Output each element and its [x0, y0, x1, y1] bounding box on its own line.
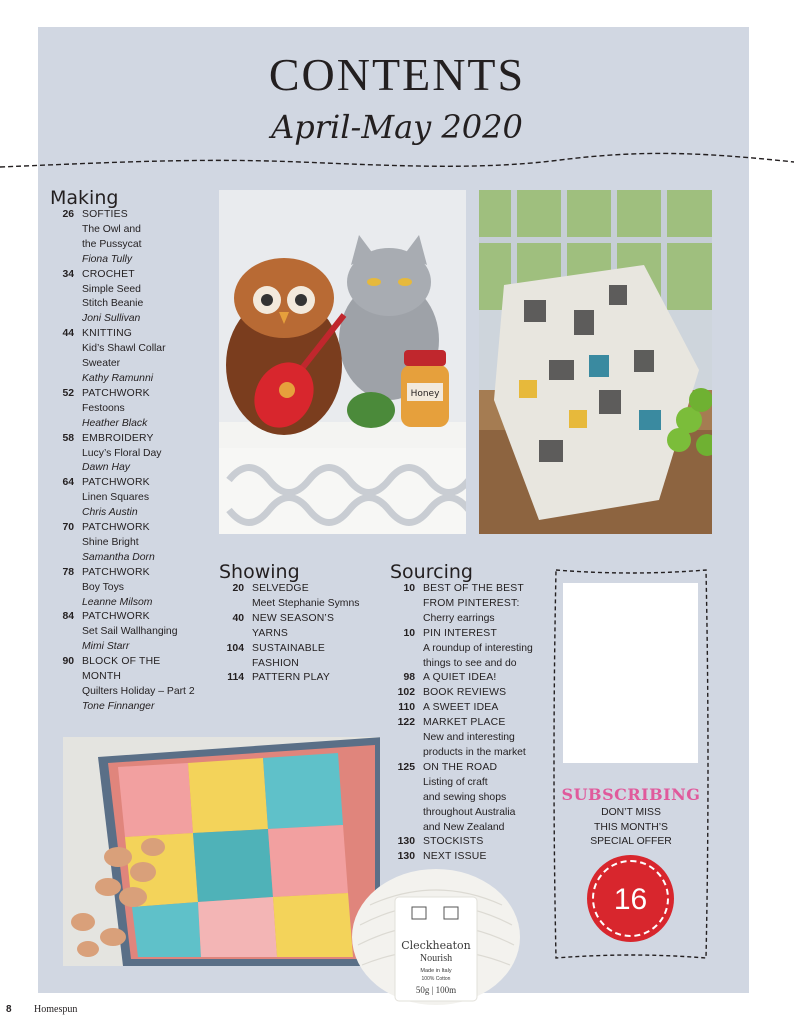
showing-list [226, 582, 386, 686]
entry-category: A SWEET IDEA [423, 702, 499, 714]
entry-description: and sewing shops [423, 791, 507, 803]
entry-description: Set Sail Wallhanging [82, 626, 178, 638]
making-heading: Making [50, 187, 119, 209]
entry-page-number: 20 [232, 583, 244, 594]
entry-page-number: 64 [62, 477, 74, 489]
entry-category: PATCHWORK [82, 566, 150, 578]
footer-magazine-name: Homespun [34, 1004, 78, 1015]
entry-category: CROCHET [82, 268, 135, 280]
quilt-photo [479, 190, 712, 534]
entry-description: Sweater [82, 358, 121, 370]
entry-page-number: 130 [397, 851, 415, 863]
entry-description: the Pussycat [82, 238, 142, 250]
entry-page-number: 130 [397, 836, 415, 848]
entry-author: Samantha Dorn [82, 551, 155, 563]
entry-description: Kid’s Shawl Collar [82, 343, 166, 355]
entry-page-number: 84 [62, 611, 74, 623]
entry-page-number: 78 [62, 566, 74, 578]
entry-page-number: 10 [403, 583, 415, 594]
yarn-weight: 50g | 100m [415, 985, 457, 995]
entry-page-number: 34 [62, 268, 74, 280]
entry-page-number: 26 [62, 209, 74, 220]
entry-description: Simple Seed [82, 283, 141, 295]
making-entry[interactable] [56, 476, 216, 491]
honey-jar-label: Honey [410, 389, 440, 399]
entry-category: STOCKISTS [423, 836, 484, 848]
entry-description: Linen Squares [82, 492, 150, 504]
sourcing-entry[interactable] [397, 686, 557, 701]
entry-description: Festoons [82, 402, 125, 414]
entry-page-number: 114 [227, 672, 244, 684]
making-entry[interactable] [56, 521, 216, 536]
entry-category-suffix: : [516, 597, 520, 609]
entry-category: A QUIET IDEA! [423, 672, 497, 684]
stitch-divider [0, 140, 794, 180]
issue-date: April-May 2020 [271, 108, 523, 146]
making-entry[interactable] [56, 655, 216, 670]
making-list [56, 208, 216, 715]
entry-category: BEST OF THE BEST [423, 583, 524, 594]
entry-description: A roundup of interesting [423, 642, 533, 654]
entry-page-number: 58 [62, 432, 74, 444]
entry-category: MARKET PLACE [423, 717, 506, 729]
entry-category-cont [226, 657, 386, 672]
entry-description: products in the market [423, 746, 526, 758]
entry-author: Kathy Ramunni [82, 372, 154, 384]
entry-category-cont [226, 627, 386, 642]
entry-category: ON THE ROAD [423, 761, 498, 773]
subscribe-offer [552, 806, 710, 850]
offer-line: SPECIAL OFFER [590, 836, 672, 847]
entry-description: Stitch Beanie [82, 298, 144, 310]
entry-page-number: 98 [403, 672, 415, 684]
subscribe-page-number: 16 [613, 883, 648, 916]
entry-category-line2: FASHION [252, 657, 300, 669]
entry-category: NEW SEASON’S [252, 612, 335, 624]
entry-category: PATCHWORK [82, 611, 150, 623]
making-entry[interactable] [56, 387, 216, 402]
making-entry[interactable] [56, 327, 216, 342]
entry-description: Quilters Holiday – Part 2 [82, 686, 195, 697]
making-entry[interactable] [56, 432, 216, 447]
entry-page-number: 122 [397, 717, 415, 729]
entry-description: Meet Stephanie Symns [252, 597, 360, 609]
entry-category: PIN INTEREST [423, 627, 497, 639]
sourcing-heading: Sourcing [390, 561, 473, 583]
subscribe-page-badge[interactable] [587, 855, 674, 942]
entry-description: Lucy’s Floral Day [82, 447, 162, 459]
entry-page-number: 110 [398, 702, 415, 714]
entry-category-line2: YARNS [252, 627, 289, 639]
yarn-made: Made in Italy [420, 968, 452, 974]
showing-entry[interactable] [226, 671, 386, 686]
making-entry[interactable] [56, 208, 216, 223]
offer-line: THIS MONTH’S [594, 821, 668, 833]
yarn-brand: Cleckheaton [401, 939, 471, 952]
entry-category-cont [397, 597, 557, 612]
entry-category: PATTERN PLAY [252, 672, 331, 684]
entry-category-cont [56, 670, 216, 685]
footer-page-number: 8 [6, 1004, 12, 1015]
entry-author: Mimi Starr [82, 641, 130, 653]
entry-description: New and interesting [423, 732, 515, 744]
showing-entry[interactable] [226, 642, 386, 657]
entry-author: Dawn Hay [82, 462, 130, 474]
showing-entry[interactable] [226, 612, 386, 627]
entry-description: Shine Bright [82, 536, 139, 548]
sourcing-entry[interactable] [397, 701, 557, 716]
yarn-name: Nourish [419, 953, 453, 964]
sourcing-entry[interactable] [397, 850, 557, 865]
sourcing-list [397, 582, 557, 865]
entry-author: Joni Sullivan [82, 313, 141, 325]
entry-category: BOOK REVIEWS [423, 687, 507, 699]
entry-category-line2: FROM PINTEREST [423, 597, 517, 609]
entry-category: SUSTAINABLE [252, 642, 326, 654]
entry-page-number: 10 [403, 627, 415, 639]
entry-author: Leanne Milsom [82, 596, 153, 608]
softies-photo [219, 190, 466, 534]
making-entry[interactable] [56, 268, 216, 283]
entry-category: BLOCK OF THE [82, 656, 161, 668]
entry-description: The Owl and [82, 223, 141, 235]
sourcing-entry[interactable] [397, 627, 557, 642]
yarn-fibre: 100% Cotton [421, 976, 451, 982]
showing-entry[interactable] [226, 582, 386, 597]
sourcing-entry[interactable] [397, 671, 557, 686]
entry-category: EMBROIDERY [82, 432, 154, 444]
making-entry[interactable] [56, 566, 216, 581]
entry-description: Listing of craft [423, 776, 488, 788]
entry-category: SELVEDGE [252, 583, 309, 594]
yarn-photo [350, 865, 522, 1007]
placemat-photo [63, 737, 380, 966]
entry-description: things to see and do [423, 657, 517, 669]
subscription-ad-placeholder [563, 583, 698, 763]
entry-author: Chris Austin [82, 507, 138, 519]
entry-author: Tone Finnanger [82, 700, 155, 712]
offer-line: DON’T MISS [601, 807, 661, 818]
page-title: CONTENTS [268, 49, 526, 100]
entry-description: throughout Australia [423, 806, 516, 818]
sourcing-entry[interactable] [397, 582, 557, 597]
making-entry[interactable] [56, 610, 216, 625]
entry-category: PATCHWORK [82, 477, 150, 489]
sourcing-entry[interactable] [397, 761, 557, 776]
entry-page-number: 102 [397, 687, 415, 699]
entry-page-number: 90 [62, 656, 74, 668]
entry-description: and New Zealand [423, 821, 505, 833]
entry-author: Fiona Tully [82, 253, 133, 265]
entry-description: Boy Toys [82, 581, 124, 593]
entry-page-number: 40 [232, 612, 244, 624]
entry-page-number: 125 [397, 761, 415, 773]
entry-category: NEXT ISSUE [423, 851, 487, 863]
entry-category: SOFTIES [82, 209, 128, 220]
sourcing-entry[interactable] [397, 835, 557, 850]
entry-page-number: 70 [62, 522, 74, 534]
entry-page-number: 52 [62, 387, 74, 399]
entry-category: KNITTING [82, 328, 133, 340]
showing-heading: Showing [219, 561, 300, 583]
entry-category-line2: MONTH [82, 671, 122, 683]
entry-author: Heather Black [82, 417, 148, 429]
entry-category: PATCHWORK [82, 522, 150, 534]
entry-page-number: 104 [226, 642, 244, 654]
sourcing-entry[interactable] [397, 716, 557, 731]
entry-description: Cherry earrings [423, 612, 495, 624]
entry-category: PATCHWORK [82, 387, 150, 399]
subscribing-heading: SUBSCRIBING [561, 785, 701, 804]
entry-page-number: 44 [62, 328, 74, 340]
